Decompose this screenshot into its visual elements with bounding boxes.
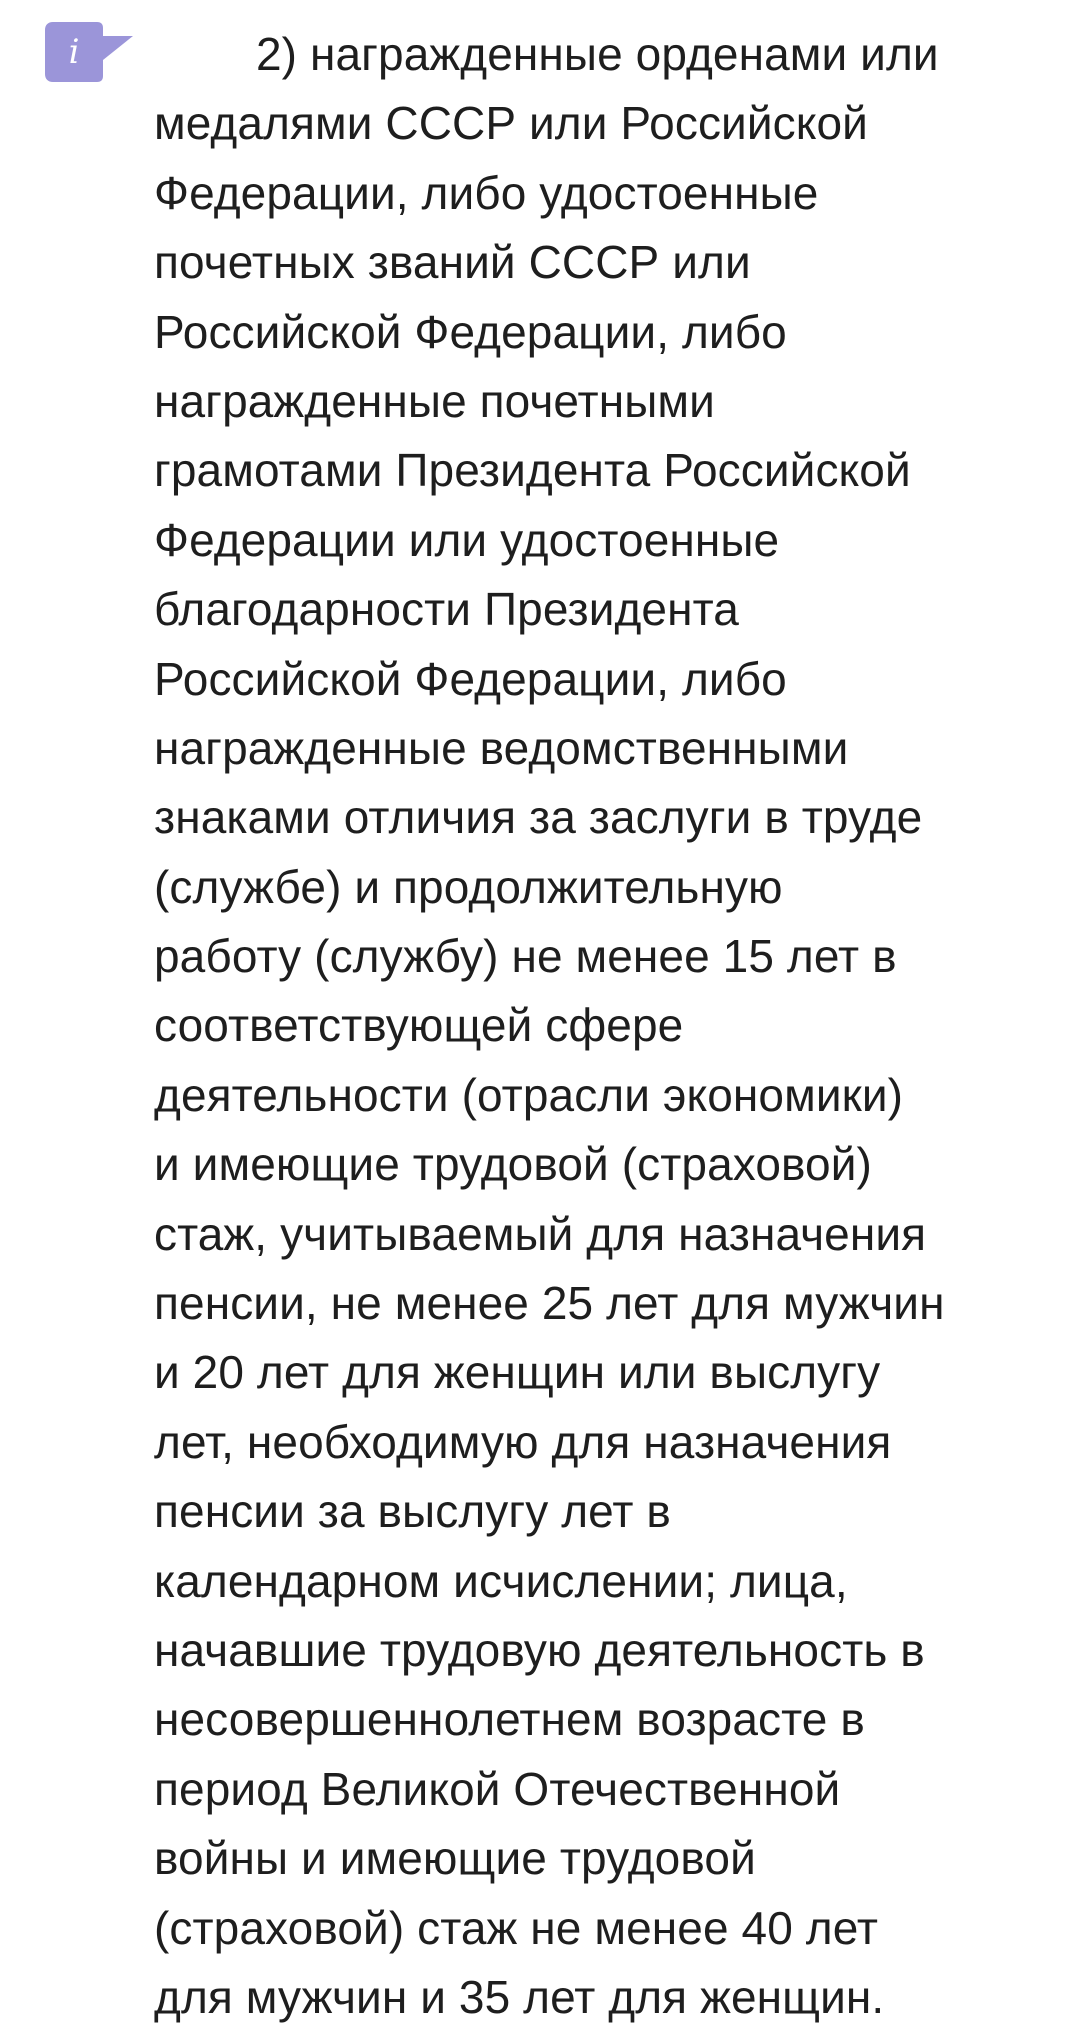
paragraph-line: лет, необходимую для назначения <box>154 1415 892 1468</box>
info-note-marker[interactable] <box>45 22 133 82</box>
paragraph-line: награжденные ведомственными <box>154 721 849 774</box>
paragraph-line: работу (службу) не менее 15 лет в <box>154 930 897 983</box>
paragraph-line: Российской Федерации, либо <box>154 305 787 358</box>
paragraph-line: войны и имеющие трудовой <box>154 1832 756 1885</box>
paragraph-line: (страховой) стаж не менее 40 лет <box>154 1901 879 1954</box>
paragraph-line: Федерации или удостоенные <box>154 513 780 566</box>
info-icon-letter: i <box>68 32 80 72</box>
paragraph-line: (службе) и продолжительную <box>154 860 783 913</box>
paragraph-line: 2) награжденные орденами или <box>256 28 939 80</box>
paragraph-line: медалями СССР или Российской <box>154 97 868 150</box>
paragraph-line: и 20 лет для женщин или выслугу <box>154 1346 881 1399</box>
paragraph-line: соответствующей сфере <box>154 999 684 1052</box>
paragraph-line: почетных званий СССР или <box>154 236 751 289</box>
paragraph-line: Федерации, либо удостоенные <box>154 166 819 219</box>
paragraph-line: и имеющие трудовой (страховой) <box>154 1138 872 1191</box>
law-article-paragraph <box>154 20 1054 2032</box>
paragraph-line: благодарности Президента <box>154 583 739 636</box>
paragraph-line: календарном исчислении; лица, <box>154 1554 848 1607</box>
paragraph-line: период Великой Отечественной <box>154 1762 841 1815</box>
paragraph-line: пенсии за выслугу лет в <box>154 1485 671 1538</box>
paragraph-line: награжденные почетными <box>154 374 715 427</box>
paragraph-line: для мужчин и 35 лет для женщин. <box>154 1970 885 2023</box>
paragraph-line: стаж, учитываемый для назначения <box>154 1207 927 1260</box>
paragraph-line: пенсии, не менее 25 лет для мужчин <box>154 1277 945 1330</box>
paragraph-line: деятельности (отрасли экономики) <box>154 1068 904 1121</box>
paragraph-line: Российской Федерации, либо <box>154 652 787 705</box>
paragraph-line: знаками отличия за заслуги в труде <box>154 791 923 844</box>
paragraph-line: грамотами Президента Российской <box>154 444 911 497</box>
paragraph-line: несовершеннолетнем возрасте в <box>154 1693 865 1746</box>
paragraph-line: начавшие трудовую деятельность в <box>154 1623 925 1676</box>
